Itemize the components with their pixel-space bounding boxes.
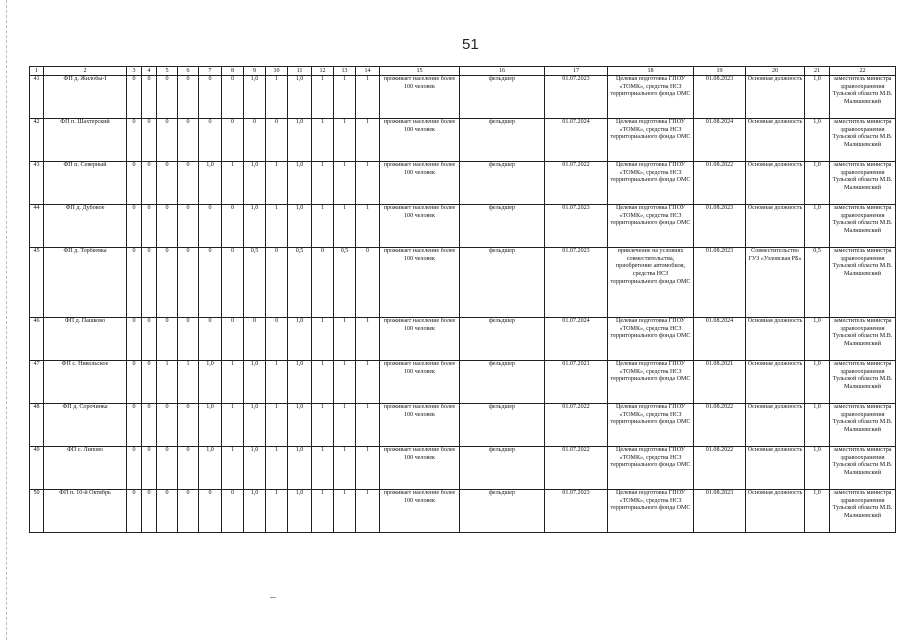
column-header: 9 — [244, 67, 266, 76]
table-cell: 1,0 — [805, 119, 830, 162]
table-cell: 1 — [312, 490, 334, 533]
table-row — [30, 404, 896, 447]
column-header: 4 — [142, 67, 157, 76]
table-cell: 50 — [30, 490, 44, 533]
column-header: 5 — [157, 67, 178, 76]
table-cell: 0 — [127, 361, 142, 404]
table-cell: 1,0 — [805, 447, 830, 490]
table-cell: 01.08.2023 — [694, 490, 746, 533]
column-header: 20 — [746, 67, 805, 76]
table-cell: 1 — [266, 404, 288, 447]
table-cell: Целевая подготовка ГПОУ «ТОМК», средства НСЗ территориального фонда ОМС — [608, 404, 694, 447]
table-cell: 0 — [157, 490, 178, 533]
table-cell: заместитель министра здравоохранения Тульской области М.В. Малишевский — [830, 447, 896, 490]
table-cell: 1,0 — [244, 205, 266, 248]
table-cell: 0 — [178, 404, 199, 447]
row-facility-name: ФП с. Липово — [44, 447, 127, 490]
table-cell: 1 — [266, 205, 288, 248]
table-cell: 0 — [127, 76, 142, 119]
row-facility-name: ФП п. 10-й Октябрь — [44, 490, 127, 533]
table-cell: 0 — [222, 318, 244, 361]
table-row — [30, 119, 896, 162]
table-cell: 01.07.2023 — [545, 490, 608, 533]
table-cell: 0 — [178, 318, 199, 361]
column-header: 14 — [356, 67, 380, 76]
table-cell: 0 — [178, 490, 199, 533]
table-cell: 01.08.2022 — [694, 447, 746, 490]
table-cell: 01.08.2023 — [694, 248, 746, 318]
table-cell: 1,0 — [805, 490, 830, 533]
table-cell: фельдшер — [460, 447, 545, 490]
table-cell: 1 — [266, 361, 288, 404]
table-cell: 01.07.2022 — [545, 162, 608, 205]
table-cell: 0 — [199, 76, 222, 119]
table-cell: 0 — [244, 119, 266, 162]
table-cell: 01.07.2023 — [545, 205, 608, 248]
table-cell: 1,0 — [288, 318, 312, 361]
table-cell: заместитель министра здравоохранения Тульской области М.В. Малишевский — [830, 361, 896, 404]
table-cell: заместитель министра здравоохранения Тульской области М.В. Малишевский — [830, 76, 896, 119]
table-cell: 1,0 — [805, 318, 830, 361]
table-cell: заместитель министра здравоохранения Тульской области М.В. Малишевский — [830, 205, 896, 248]
column-header: 16 — [460, 67, 545, 76]
table-cell: 1 — [312, 404, 334, 447]
table-cell: 1,0 — [244, 404, 266, 447]
table-cell: Основная должность — [746, 119, 805, 162]
table-cell: 01.08.2022 — [694, 404, 746, 447]
table-cell: 0,5 — [288, 248, 312, 318]
table-cell: проживает население более 100 человек — [380, 490, 460, 533]
table-cell: 0 — [127, 447, 142, 490]
table-cell: Основная должность — [746, 404, 805, 447]
table-cell: 01.07.2024 — [545, 119, 608, 162]
table-cell: 0 — [142, 76, 157, 119]
table-cell: 1 — [334, 404, 356, 447]
table-cell: заместитель министра здравоохранения Тульской области М.В. Малишевский — [830, 490, 896, 533]
row-facility-name: ФП д. Торбеевка — [44, 248, 127, 318]
table-cell: 01.07.2022 — [545, 447, 608, 490]
table-cell: 1,0 — [288, 162, 312, 205]
table-cell: Целевая подготовка ГПОУ «ТОМК», средства НСЗ территориального фонда ОМС — [608, 447, 694, 490]
table-cell: 1,0 — [288, 490, 312, 533]
table-cell: 0 — [178, 248, 199, 318]
table-cell: Основная должность — [746, 162, 805, 205]
table-cell: 1,0 — [199, 162, 222, 205]
table-cell: 01.08.2021 — [694, 361, 746, 404]
table-cell: 0 — [199, 318, 222, 361]
table-cell: 0 — [157, 318, 178, 361]
table-cell: 0 — [157, 162, 178, 205]
table-cell: 1 — [334, 490, 356, 533]
table-cell: 0,5 — [334, 248, 356, 318]
table-cell: 0 — [199, 490, 222, 533]
table-cell: 0 — [142, 205, 157, 248]
table-cell: 1,0 — [199, 361, 222, 404]
table-cell: 1 — [356, 162, 380, 205]
table-cell: 1,0 — [244, 447, 266, 490]
table-cell: 01.08.2023 — [694, 205, 746, 248]
table-cell: фельдшер — [460, 119, 545, 162]
table-cell: Основная должность — [746, 361, 805, 404]
row-facility-name: ФП д. Пашково — [44, 318, 127, 361]
table-row — [30, 361, 896, 404]
table-cell: Основная должность — [746, 447, 805, 490]
table-cell: 0 — [266, 248, 288, 318]
table-cell: 0 — [178, 162, 199, 205]
table-row — [30, 76, 896, 119]
row-facility-name: ФП д. Дубовое — [44, 205, 127, 248]
table-cell: 0 — [356, 248, 380, 318]
table-cell: 0 — [222, 490, 244, 533]
table-cell: 1 — [178, 361, 199, 404]
table-cell: 1,0 — [805, 404, 830, 447]
table-cell: фельдшер — [460, 404, 545, 447]
table-cell: 0 — [178, 119, 199, 162]
table-cell: 0 — [157, 205, 178, 248]
table-cell: 1 — [312, 119, 334, 162]
table-cell: 1 — [266, 447, 288, 490]
table-cell: 1 — [356, 119, 380, 162]
table-cell: Целевая подготовка ГПОУ «ТОМК», средства НСЗ территориального фонда ОМС — [608, 318, 694, 361]
table-cell: 0 — [142, 447, 157, 490]
table-cell: 0 — [127, 205, 142, 248]
column-header: 11 — [288, 67, 312, 76]
table-cell: заместитель министра здравоохранения Тульской области М.В. Малишевский — [830, 318, 896, 361]
table-cell: 01.07.2024 — [545, 318, 608, 361]
table-cell: 0 — [142, 404, 157, 447]
column-header: 10 — [266, 67, 288, 76]
table-cell: проживает население более 100 человек — [380, 119, 460, 162]
table-cell: 1,0 — [199, 404, 222, 447]
table-cell: 1 — [356, 404, 380, 447]
table-cell: 0 — [222, 248, 244, 318]
table-cell: 1 — [222, 447, 244, 490]
table-cell: 1,0 — [805, 205, 830, 248]
table-body — [30, 76, 896, 533]
table-cell: 0 — [199, 119, 222, 162]
table-cell: 1,0 — [288, 76, 312, 119]
table-cell: 01.07.2021 — [545, 361, 608, 404]
table-cell: фельдшер — [460, 361, 545, 404]
table-cell: 0,5 — [244, 248, 266, 318]
table-cell: Целевая подготовка ГПОУ «ТОМК», средства НСЗ территориального фонда ОМС — [608, 490, 694, 533]
table-cell: 01.07.2023 — [545, 76, 608, 119]
table-cell: 46 — [30, 318, 44, 361]
table-cell: 1 — [222, 361, 244, 404]
row-facility-name: ФП с. Никольское — [44, 361, 127, 404]
table-cell: 1 — [312, 76, 334, 119]
table-cell: 1,0 — [244, 361, 266, 404]
table-cell: Целевая подготовка ГПОУ «ТОМК», средства НСЗ территориального фонда ОМС — [608, 162, 694, 205]
table-cell: 0 — [142, 248, 157, 318]
table-cell: проживает население более 100 человек — [380, 162, 460, 205]
table-cell: 1,0 — [288, 404, 312, 447]
row-facility-name: ФП п. Шахтерский — [44, 119, 127, 162]
table-cell: 47 — [30, 361, 44, 404]
scan-mark — [270, 597, 276, 598]
table-cell: 0 — [142, 490, 157, 533]
table-header — [30, 67, 896, 76]
table-cell: 1 — [356, 318, 380, 361]
table-cell: заместитель министра здравоохранения Тульской области М.В. Малишевский — [830, 404, 896, 447]
page-number: 51 — [462, 36, 479, 53]
table-cell: 0 — [127, 404, 142, 447]
table-cell: 1 — [334, 76, 356, 119]
table-cell: 0 — [127, 162, 142, 205]
column-header: 22 — [830, 67, 896, 76]
table-cell: заместитель министра здравоохранения Тульской области М.В. Малишевский — [830, 119, 896, 162]
table-cell: 0 — [222, 205, 244, 248]
table-cell: 01.08.2024 — [694, 119, 746, 162]
table-cell: Целевая подготовка ГПОУ «ТОМК», средства НСЗ территориального фонда ОМС — [608, 119, 694, 162]
table-cell: 45 — [30, 248, 44, 318]
table-cell: 1 — [222, 404, 244, 447]
table-cell: 1,0 — [805, 76, 830, 119]
column-header: 1 — [30, 67, 44, 76]
table-cell: 1 — [356, 205, 380, 248]
table-cell: 01.08.2022 — [694, 162, 746, 205]
table-cell: 0 — [266, 318, 288, 361]
table-cell: Основная должность — [746, 490, 805, 533]
column-header: 18 — [608, 67, 694, 76]
column-header: 13 — [334, 67, 356, 76]
table-cell: проживает население более 100 человек — [380, 404, 460, 447]
table-cell: 0 — [142, 318, 157, 361]
table-cell: 1,0 — [199, 447, 222, 490]
column-header: 2 — [44, 67, 127, 76]
table-cell: 1,0 — [244, 490, 266, 533]
table-cell: фельдшер — [460, 162, 545, 205]
table-cell: 01.07.2022 — [545, 404, 608, 447]
table-cell: Совместительство ГУЗ «Узловская РБ» — [746, 248, 805, 318]
table-cell: 1 — [157, 361, 178, 404]
table-cell: 1 — [266, 162, 288, 205]
table-cell: 1,0 — [288, 447, 312, 490]
table-cell: 1,0 — [288, 119, 312, 162]
table-cell: проживает население более 100 человек — [380, 361, 460, 404]
table-cell: 1 — [334, 318, 356, 361]
table-cell: 1,0 — [288, 205, 312, 248]
table-cell: 1 — [334, 119, 356, 162]
table-cell: Целевая подготовка ГПОУ «ТОМК», средства НСЗ территориального фонда ОМС — [608, 205, 694, 248]
column-header: 12 — [312, 67, 334, 76]
table-cell: 1 — [334, 447, 356, 490]
table-row — [30, 205, 896, 248]
table-row — [30, 447, 896, 490]
table-cell: привлечение на условиях совместительства, приобретение автомобиля, средства НСЗ территориального фонда ОМС — [608, 248, 694, 318]
table-cell: 01.08.2024 — [694, 318, 746, 361]
table-cell: проживает население более 100 человек — [380, 318, 460, 361]
table-cell: 0 — [178, 447, 199, 490]
row-facility-name: ФП п. Северный — [44, 162, 127, 205]
table-cell: 0 — [157, 248, 178, 318]
table-cell: 1 — [266, 76, 288, 119]
table-cell: 43 — [30, 162, 44, 205]
column-header: 6 — [178, 67, 199, 76]
column-header: 19 — [694, 67, 746, 76]
table-cell: фельдшер — [460, 248, 545, 318]
table-cell: 1 — [334, 205, 356, 248]
table-cell: 42 — [30, 119, 44, 162]
table-cell: 0 — [142, 361, 157, 404]
table-cell: 0 — [157, 119, 178, 162]
table-cell: 1 — [312, 447, 334, 490]
column-header: 3 — [127, 67, 142, 76]
table-cell: 0 — [127, 248, 142, 318]
table-cell: 0 — [222, 119, 244, 162]
table-cell: 1 — [312, 361, 334, 404]
table-cell: фельдшер — [460, 205, 545, 248]
table-cell: 1 — [356, 76, 380, 119]
table-cell: 1 — [312, 205, 334, 248]
table-cell: 0 — [178, 76, 199, 119]
table-cell: 1,0 — [244, 162, 266, 205]
row-facility-name: ФП д. Жилобы-I — [44, 76, 127, 119]
staffing-table — [29, 66, 896, 533]
table-cell: 1,0 — [805, 162, 830, 205]
column-header: 7 — [199, 67, 222, 76]
table-cell: 1 — [356, 447, 380, 490]
table-cell: 1 — [222, 162, 244, 205]
table-cell: Основная должность — [746, 76, 805, 119]
table-cell: 0 — [157, 76, 178, 119]
table-cell: 0 — [157, 404, 178, 447]
table-cell: 1 — [312, 162, 334, 205]
table-cell: 0 — [127, 119, 142, 162]
table-cell: 1,0 — [244, 76, 266, 119]
table-row — [30, 248, 896, 318]
column-header: 8 — [222, 67, 244, 76]
table-cell: Основная должность — [746, 318, 805, 361]
column-header: 21 — [805, 67, 830, 76]
table-cell: 1 — [312, 318, 334, 361]
table-cell: Целевая подготовка ГПОУ «ТОМК», средства НСЗ территориального фонда ОМС — [608, 76, 694, 119]
table-cell: 0 — [266, 119, 288, 162]
table-cell: 0 — [127, 318, 142, 361]
table-cell: 0 — [142, 162, 157, 205]
table-cell: 0 — [312, 248, 334, 318]
table-cell: 1,0 — [288, 361, 312, 404]
table-cell: проживает население более 100 человек — [380, 205, 460, 248]
table-cell: 0 — [222, 76, 244, 119]
table-cell: 0,5 — [805, 248, 830, 318]
table-cell: Целевая подготовка ГПОУ «ТОМК», средства НСЗ территориального фонда ОМС — [608, 361, 694, 404]
table-cell: 48 — [30, 404, 44, 447]
table-cell: 1 — [356, 490, 380, 533]
table-cell: 0 — [244, 318, 266, 361]
row-facility-name: ФП д. Сорочинка — [44, 404, 127, 447]
table-cell: 0 — [178, 205, 199, 248]
table-cell: 0 — [142, 119, 157, 162]
table-row — [30, 490, 896, 533]
table-cell: фельдшер — [460, 318, 545, 361]
table-cell: 01.07.2023 — [545, 248, 608, 318]
margin-guide-line — [6, 0, 7, 640]
table-cell: 0 — [199, 248, 222, 318]
table-cell: фельдшер — [460, 76, 545, 119]
table-cell: 1,0 — [805, 361, 830, 404]
column-header: 15 — [380, 67, 460, 76]
table-cell: проживает население более 100 человек — [380, 447, 460, 490]
table-cell: заместитель министра здравоохранения Тульской области М.В. Малишевский — [830, 248, 896, 318]
table-row — [30, 162, 896, 205]
table-cell: 01.08.2023 — [694, 76, 746, 119]
table-cell: 1 — [334, 361, 356, 404]
table-cell: 0 — [127, 490, 142, 533]
table-cell: фельдшер — [460, 490, 545, 533]
table-cell: 1 — [334, 162, 356, 205]
table-cell: 44 — [30, 205, 44, 248]
table-cell: 0 — [199, 205, 222, 248]
table-cell: проживает население более 100 человек — [380, 248, 460, 318]
table-cell: проживает население более 100 человек — [380, 76, 460, 119]
table-cell: 41 — [30, 76, 44, 119]
table-cell: 1 — [356, 361, 380, 404]
table-cell: Основная должность — [746, 205, 805, 248]
column-header: 17 — [545, 67, 608, 76]
table-cell: 1 — [266, 490, 288, 533]
table-cell: 0 — [157, 447, 178, 490]
table-cell: 49 — [30, 447, 44, 490]
table-row — [30, 318, 896, 361]
table-cell: заместитель министра здравоохранения Тульской области М.В. Малишевский — [830, 162, 896, 205]
